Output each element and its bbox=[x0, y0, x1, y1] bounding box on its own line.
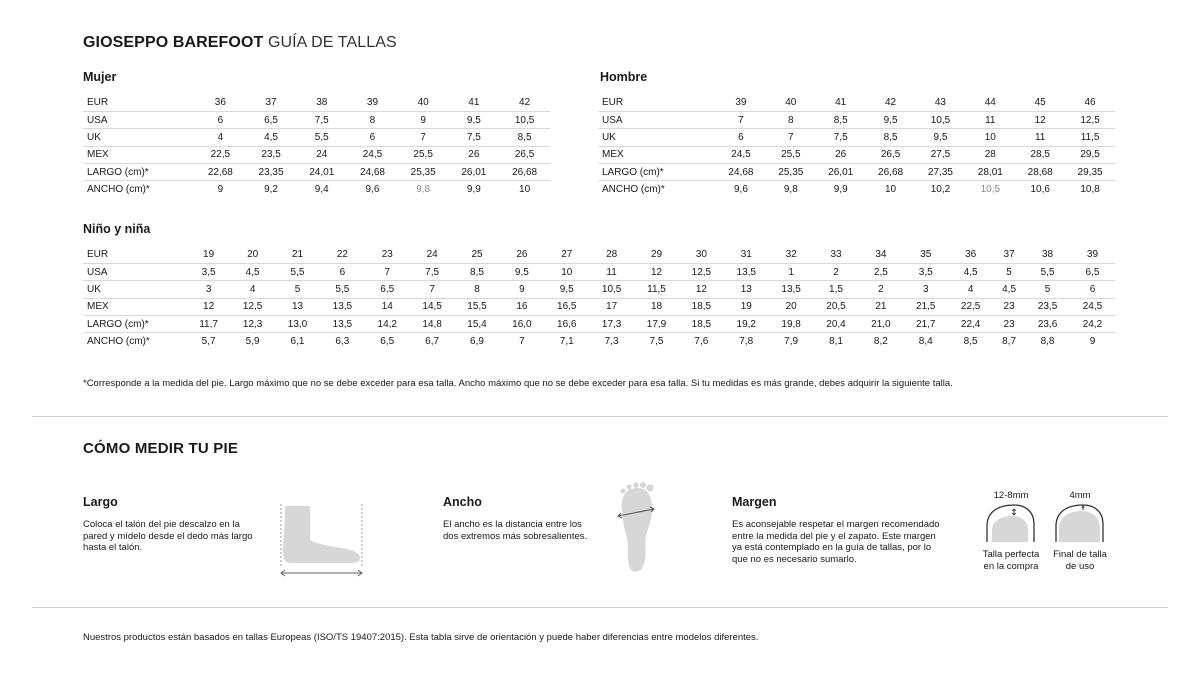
table-cell: 27,35 bbox=[916, 164, 966, 181]
table-cell: 16,5 bbox=[544, 298, 589, 315]
table-cell: 10,8 bbox=[1080, 184, 1100, 196]
table-cell: 15,5 bbox=[455, 298, 500, 315]
table-cell: 5,9 bbox=[245, 336, 260, 348]
row-label: UK bbox=[83, 281, 187, 298]
foot-width-illustration bbox=[612, 480, 660, 575]
table-cell: 10,5 bbox=[916, 111, 966, 128]
table-row bbox=[83, 129, 550, 146]
table-cell: 9 bbox=[217, 184, 224, 196]
kids-heading: Niño y niña bbox=[83, 222, 151, 236]
table-cell: 21,5 bbox=[903, 298, 948, 315]
table-cell: 37 bbox=[246, 94, 297, 111]
table-cell: 4 bbox=[948, 281, 993, 298]
table-cell: 26,5 bbox=[499, 146, 550, 163]
table-cell: 40 bbox=[398, 94, 449, 111]
table-cell: 41 bbox=[449, 94, 500, 111]
table-cell: 3 bbox=[903, 281, 948, 298]
table-cell: 24,01 bbox=[296, 164, 347, 181]
table-row bbox=[598, 111, 1115, 128]
table-cell: 7 bbox=[398, 129, 449, 146]
table-cell: 5,7 bbox=[201, 336, 216, 348]
table-cell: 44 bbox=[965, 94, 1015, 111]
table-cell: 2 bbox=[858, 281, 903, 298]
table-cell: 25,35 bbox=[766, 164, 816, 181]
table-cell: 1,5 bbox=[814, 281, 859, 298]
table-cell: 29 bbox=[634, 246, 679, 263]
table-cell: 13,5 bbox=[769, 281, 814, 298]
table-cell: 9,6 bbox=[733, 184, 748, 196]
table-cell: 46 bbox=[1065, 94, 1115, 111]
table-cell: 36 bbox=[195, 94, 246, 111]
row-label: LARGO (cm)* bbox=[83, 164, 195, 181]
table-cell: 29,35 bbox=[1065, 164, 1115, 181]
table-cell: 13 bbox=[724, 281, 769, 298]
table-cell: 8,8 bbox=[1040, 336, 1055, 348]
table-cell: 3 bbox=[187, 281, 230, 298]
table-cell: 6,9 bbox=[470, 336, 484, 348]
table-cell: 9,5 bbox=[866, 111, 916, 128]
row-label: USA bbox=[83, 111, 195, 128]
table-cell: 26 bbox=[499, 246, 544, 263]
table-cell: 7,5 bbox=[296, 111, 347, 128]
table-cell: 22,5 bbox=[948, 298, 993, 315]
table-cell: 26 bbox=[449, 146, 500, 163]
table-cell: 14 bbox=[365, 298, 410, 315]
table-cell: 41 bbox=[816, 94, 866, 111]
table-cell: 8 bbox=[347, 111, 398, 128]
table-cell: 5 bbox=[993, 263, 1025, 280]
table-cell: 8,5 bbox=[963, 336, 978, 348]
table-cell: 34 bbox=[858, 246, 903, 263]
table-cell: 3,5 bbox=[187, 263, 230, 280]
table-cell: 7,5 bbox=[410, 263, 455, 280]
table-cell: 7,5 bbox=[449, 129, 500, 146]
table-cell: 23 bbox=[993, 316, 1025, 333]
table-cell: 43 bbox=[916, 94, 966, 111]
table-cell: 13,5 bbox=[724, 263, 769, 280]
table-cell: 10,2 bbox=[930, 184, 951, 196]
table-cell: 10 bbox=[885, 184, 897, 196]
table-cell: 22 bbox=[320, 246, 365, 263]
table-row bbox=[598, 181, 1115, 198]
table-cell: 13 bbox=[275, 298, 320, 315]
table-cell: 28,68 bbox=[1015, 164, 1065, 181]
table-cell: 26 bbox=[816, 146, 866, 163]
row-label: MEX bbox=[83, 298, 187, 315]
row-label: ANCHO (cm)* bbox=[602, 184, 665, 196]
row-label: ANCHO (cm)* bbox=[87, 184, 150, 196]
footer-divider bbox=[32, 607, 1168, 608]
table-cell: 24 bbox=[296, 146, 347, 163]
toe-margin-end-illustration bbox=[1053, 502, 1107, 544]
how-to-measure-title: CÓMO MEDIR TU PIE bbox=[83, 440, 239, 457]
table-cell: 6,5 bbox=[1070, 263, 1115, 280]
table-cell: 12,3 bbox=[230, 316, 275, 333]
table-cell: 8,5 bbox=[816, 111, 866, 128]
table-cell: 28 bbox=[589, 246, 634, 263]
table-cell: 22,68 bbox=[195, 164, 246, 181]
table-cell: 12 bbox=[1015, 111, 1065, 128]
table-cell: 9,9 bbox=[833, 184, 848, 196]
size-note: *Corresponde a la medida del pie. Largo máximo que no se debe exceder para esa talla. Ancho máximo que no se debe exceder para esa talla. Si tu medidas es más grande, debes adquirir la siguiente talla. bbox=[83, 378, 953, 389]
table-cell: 10,5 bbox=[499, 111, 550, 128]
table-cell: 7,1 bbox=[559, 336, 574, 348]
table-cell: 9,4 bbox=[314, 184, 329, 196]
ancho-description: El ancho es la distancia entre los dos extremos más sobresalientes. bbox=[443, 519, 588, 542]
table-cell: 10 bbox=[544, 263, 589, 280]
table-cell: 8,4 bbox=[918, 336, 933, 348]
table-row bbox=[83, 333, 1115, 350]
table-cell: 21,7 bbox=[903, 316, 948, 333]
table-cell: 4,5 bbox=[246, 129, 297, 146]
table-cell: 4 bbox=[195, 129, 246, 146]
table-cell: 4 bbox=[230, 281, 275, 298]
table-cell: 26,5 bbox=[866, 146, 916, 163]
table-cell: 15,4 bbox=[455, 316, 500, 333]
page-subtitle: GUÍA DE TALLAS bbox=[267, 34, 397, 51]
table-row bbox=[83, 111, 550, 128]
table-cell: 25,5 bbox=[398, 146, 449, 163]
table-row bbox=[83, 181, 550, 198]
table-cell: 5 bbox=[275, 281, 320, 298]
table-cell: 9,6 bbox=[365, 184, 380, 196]
largo-description: Coloca el talón del pie descalzo en la pared y mídelo desde el dedo más largo hasta el talón. bbox=[83, 519, 253, 553]
table-cell: 8,7 bbox=[1002, 336, 1017, 348]
table-cell: 14,8 bbox=[410, 316, 455, 333]
table-cell: 8,5 bbox=[455, 263, 500, 280]
table-cell: 8,5 bbox=[866, 129, 916, 146]
table-cell: 12,5 bbox=[679, 263, 724, 280]
table-cell: 7 bbox=[365, 263, 410, 280]
toe-margin-perfect-illustration bbox=[984, 502, 1038, 544]
table-cell: 24,68 bbox=[347, 164, 398, 181]
table-cell: 10,5 bbox=[589, 281, 634, 298]
table-cell: 23 bbox=[365, 246, 410, 263]
kids-size-table bbox=[83, 246, 1115, 350]
table-row bbox=[83, 298, 1115, 315]
table-cell: 9,2 bbox=[264, 184, 278, 196]
table-cell: 6,3 bbox=[335, 336, 350, 348]
table-cell: 9,9 bbox=[466, 184, 481, 196]
table-cell: 7,9 bbox=[784, 336, 799, 348]
table-cell: 26,01 bbox=[449, 164, 500, 181]
table-cell: 7 bbox=[766, 129, 816, 146]
table-cell: 39 bbox=[347, 94, 398, 111]
table-cell: 10 bbox=[965, 129, 1015, 146]
largo-heading: Largo bbox=[83, 495, 118, 509]
page-title bbox=[83, 34, 397, 52]
row-label: EUR bbox=[83, 246, 187, 263]
table-cell: 26,68 bbox=[499, 164, 550, 181]
table-cell: 8 bbox=[455, 281, 500, 298]
table-cell: 23,35 bbox=[246, 164, 297, 181]
table-cell: 42 bbox=[866, 94, 916, 111]
row-label: USA bbox=[83, 263, 187, 280]
row-label: EUR bbox=[83, 94, 195, 111]
table-cell: 24,5 bbox=[1070, 298, 1115, 315]
table-cell: 8,5 bbox=[499, 129, 550, 146]
men-heading: Hombre bbox=[600, 70, 648, 84]
table-cell: 12 bbox=[634, 263, 679, 280]
women-size-table bbox=[83, 94, 550, 198]
table-cell: 11 bbox=[589, 263, 634, 280]
table-cell: 9 bbox=[1089, 336, 1096, 348]
table-cell: 7,6 bbox=[694, 336, 709, 348]
table-cell: 8,1 bbox=[829, 336, 843, 348]
table-cell: 6 bbox=[716, 129, 766, 146]
margen-heading: Margen bbox=[732, 495, 777, 509]
end-of-use-caption: Final de talla de uso bbox=[1053, 549, 1107, 572]
table-cell: 21,0 bbox=[858, 316, 903, 333]
table-cell: 22,5 bbox=[195, 146, 246, 163]
table-cell: 6 bbox=[1070, 281, 1115, 298]
table-cell: 11 bbox=[965, 111, 1015, 128]
table-cell: 28,01 bbox=[965, 164, 1015, 181]
table-cell: 25,5 bbox=[766, 146, 816, 163]
men-size-table bbox=[598, 94, 1115, 198]
table-cell: 38 bbox=[1025, 246, 1070, 263]
table-cell: 9,5 bbox=[499, 263, 544, 280]
table-cell: 24,5 bbox=[716, 146, 766, 163]
table-cell: 5,5 bbox=[296, 129, 347, 146]
table-cell: 7,8 bbox=[739, 336, 754, 348]
table-cell: 7 bbox=[519, 336, 525, 348]
table-cell: 35 bbox=[903, 246, 948, 263]
table-cell: 18 bbox=[634, 298, 679, 315]
table-row bbox=[83, 246, 1115, 263]
table-cell: 4,5 bbox=[230, 263, 275, 280]
table-cell: 2,5 bbox=[858, 263, 903, 280]
table-cell: 6 bbox=[320, 263, 365, 280]
table-cell: 8 bbox=[766, 111, 816, 128]
table-cell: 7 bbox=[410, 281, 455, 298]
table-cell: 16,6 bbox=[544, 316, 589, 333]
table-cell: 6,1 bbox=[290, 336, 305, 348]
table-cell: 23,5 bbox=[1025, 298, 1070, 315]
table-cell: 23,5 bbox=[246, 146, 297, 163]
table-cell: 25,35 bbox=[398, 164, 449, 181]
table-cell: 21 bbox=[275, 246, 320, 263]
row-label: UK bbox=[83, 129, 195, 146]
table-cell: 12 bbox=[187, 298, 230, 315]
table-cell: 7 bbox=[716, 111, 766, 128]
table-cell: 10 bbox=[519, 184, 531, 196]
table-row bbox=[598, 164, 1115, 181]
ancho-heading: Ancho bbox=[443, 495, 482, 509]
table-cell: 20 bbox=[769, 298, 814, 315]
table-cell: 18,5 bbox=[679, 298, 724, 315]
table-cell: 9,8 bbox=[783, 184, 798, 196]
table-cell: 25 bbox=[455, 246, 500, 263]
table-cell: 12 bbox=[679, 281, 724, 298]
table-cell: 7,3 bbox=[604, 336, 619, 348]
perfect-fit-caption: Talla perfecta en la compra bbox=[982, 549, 1040, 572]
table-row bbox=[83, 263, 1115, 280]
table-cell: 19,8 bbox=[769, 316, 814, 333]
table-cell: 11 bbox=[1015, 129, 1065, 146]
table-cell: 24,68 bbox=[716, 164, 766, 181]
margen-description: Es aconsejable respetar el margen recomendado entre la medida del pie y el zapato. Este margen ya está contemplado en la guía de tallas, por lo que no es necesario sumarlo. bbox=[732, 519, 940, 565]
table-cell: 21 bbox=[858, 298, 903, 315]
table-cell: 7,5 bbox=[649, 336, 664, 348]
table-row bbox=[83, 94, 550, 111]
table-cell: 9,5 bbox=[916, 129, 966, 146]
table-cell: 18,5 bbox=[679, 316, 724, 333]
margin-measure-end: 4mm bbox=[1069, 490, 1091, 501]
margin-measure-perfect: 12-8mm bbox=[993, 490, 1029, 501]
table-cell: 16,0 bbox=[499, 316, 544, 333]
table-cell: 6 bbox=[195, 111, 246, 128]
table-cell: 27 bbox=[544, 246, 589, 263]
table-cell: 37 bbox=[993, 246, 1025, 263]
table-cell: 9,5 bbox=[544, 281, 589, 298]
row-label: ANCHO (cm)* bbox=[87, 336, 150, 348]
table-cell: 24,5 bbox=[347, 146, 398, 163]
row-label: MEX bbox=[598, 146, 716, 163]
row-label: UK bbox=[598, 129, 716, 146]
row-label: LARGO (cm)* bbox=[598, 164, 716, 181]
table-cell: 9 bbox=[398, 111, 449, 128]
table-cell: 19 bbox=[187, 246, 230, 263]
women-heading: Mujer bbox=[83, 70, 117, 84]
table-cell: 13,0 bbox=[275, 316, 320, 333]
table-cell: 10,6 bbox=[1030, 184, 1050, 196]
table-cell: 6,5 bbox=[246, 111, 297, 128]
table-row bbox=[598, 94, 1115, 111]
table-row bbox=[83, 164, 550, 181]
table-cell: 26,68 bbox=[866, 164, 916, 181]
row-label: EUR bbox=[598, 94, 716, 111]
table-cell: 3,5 bbox=[903, 263, 948, 280]
table-cell: 24,2 bbox=[1070, 316, 1115, 333]
table-cell: 45 bbox=[1015, 94, 1065, 111]
table-cell: 9,8 bbox=[416, 184, 431, 196]
table-cell: 12,5 bbox=[230, 298, 275, 315]
table-cell: 16 bbox=[499, 298, 544, 315]
table-cell: 5 bbox=[1025, 281, 1070, 298]
table-cell: 36 bbox=[948, 246, 993, 263]
table-cell: 20,5 bbox=[814, 298, 859, 315]
table-cell: 12,5 bbox=[1065, 111, 1115, 128]
table-cell: 39 bbox=[716, 94, 766, 111]
table-row bbox=[598, 129, 1115, 146]
table-cell: 23,6 bbox=[1025, 316, 1070, 333]
table-cell: 20 bbox=[230, 246, 275, 263]
table-cell: 1 bbox=[769, 263, 814, 280]
table-cell: 28,5 bbox=[1015, 146, 1065, 163]
table-cell: 20,4 bbox=[814, 316, 859, 333]
table-cell: 29,5 bbox=[1065, 146, 1115, 163]
table-cell: 7,5 bbox=[816, 129, 866, 146]
table-cell: 6,7 bbox=[425, 336, 440, 348]
table-cell: 28 bbox=[965, 146, 1015, 163]
section-divider bbox=[32, 416, 1168, 417]
table-cell: 6 bbox=[347, 129, 398, 146]
table-row bbox=[598, 146, 1115, 163]
footer-note: Nuestros productos están basados en tallas Europeas (ISO/TS 19407:2015). Esta tabla sirve de orientación y puede haber diferencias entre modelos diferentes. bbox=[83, 632, 759, 643]
row-label: LARGO (cm)* bbox=[83, 316, 187, 333]
table-cell: 5,5 bbox=[1025, 263, 1070, 280]
table-cell: 33 bbox=[814, 246, 859, 263]
table-cell: 14,2 bbox=[365, 316, 410, 333]
table-cell: 40 bbox=[766, 94, 816, 111]
table-cell: 19,2 bbox=[724, 316, 769, 333]
row-label: USA bbox=[598, 111, 716, 128]
table-cell: 19 bbox=[724, 298, 769, 315]
table-cell: 38 bbox=[296, 94, 347, 111]
table-cell: 17,3 bbox=[589, 316, 634, 333]
table-cell: 5,5 bbox=[275, 263, 320, 280]
table-cell: 24 bbox=[410, 246, 455, 263]
table-cell: 8,2 bbox=[873, 336, 888, 348]
table-cell: 4,5 bbox=[993, 281, 1025, 298]
table-cell: 17,9 bbox=[634, 316, 679, 333]
table-cell: 11,5 bbox=[634, 281, 679, 298]
table-cell: 5,5 bbox=[320, 281, 365, 298]
table-cell: 42 bbox=[499, 94, 550, 111]
table-row bbox=[83, 316, 1115, 333]
table-cell: 32 bbox=[769, 246, 814, 263]
table-cell: 23 bbox=[993, 298, 1025, 315]
table-cell: 10,5 bbox=[980, 184, 1001, 196]
table-cell: 4,5 bbox=[948, 263, 993, 280]
table-cell: 17 bbox=[589, 298, 634, 315]
table-cell: 11,5 bbox=[1065, 129, 1115, 146]
table-cell: 14,5 bbox=[410, 298, 455, 315]
table-cell: 31 bbox=[724, 246, 769, 263]
table-cell: 39 bbox=[1070, 246, 1115, 263]
table-cell: 11,7 bbox=[187, 316, 230, 333]
table-cell: 6,5 bbox=[380, 336, 395, 348]
table-cell: 6,5 bbox=[365, 281, 410, 298]
table-cell: 13,5 bbox=[320, 298, 365, 315]
table-cell: 2 bbox=[814, 263, 859, 280]
table-cell: 26,01 bbox=[816, 164, 866, 181]
table-cell: 13,5 bbox=[320, 316, 365, 333]
table-row bbox=[83, 146, 550, 163]
brand-name: GIOSEPPO BAREFOOT bbox=[83, 34, 264, 51]
table-row bbox=[83, 281, 1115, 298]
table-cell: 9 bbox=[499, 281, 544, 298]
table-cell: 22,4 bbox=[948, 316, 993, 333]
row-label: MEX bbox=[83, 146, 195, 163]
table-cell: 30 bbox=[679, 246, 724, 263]
table-cell: 9,5 bbox=[449, 111, 500, 128]
foot-length-illustration bbox=[276, 500, 368, 578]
table-cell: 27,5 bbox=[916, 146, 966, 163]
